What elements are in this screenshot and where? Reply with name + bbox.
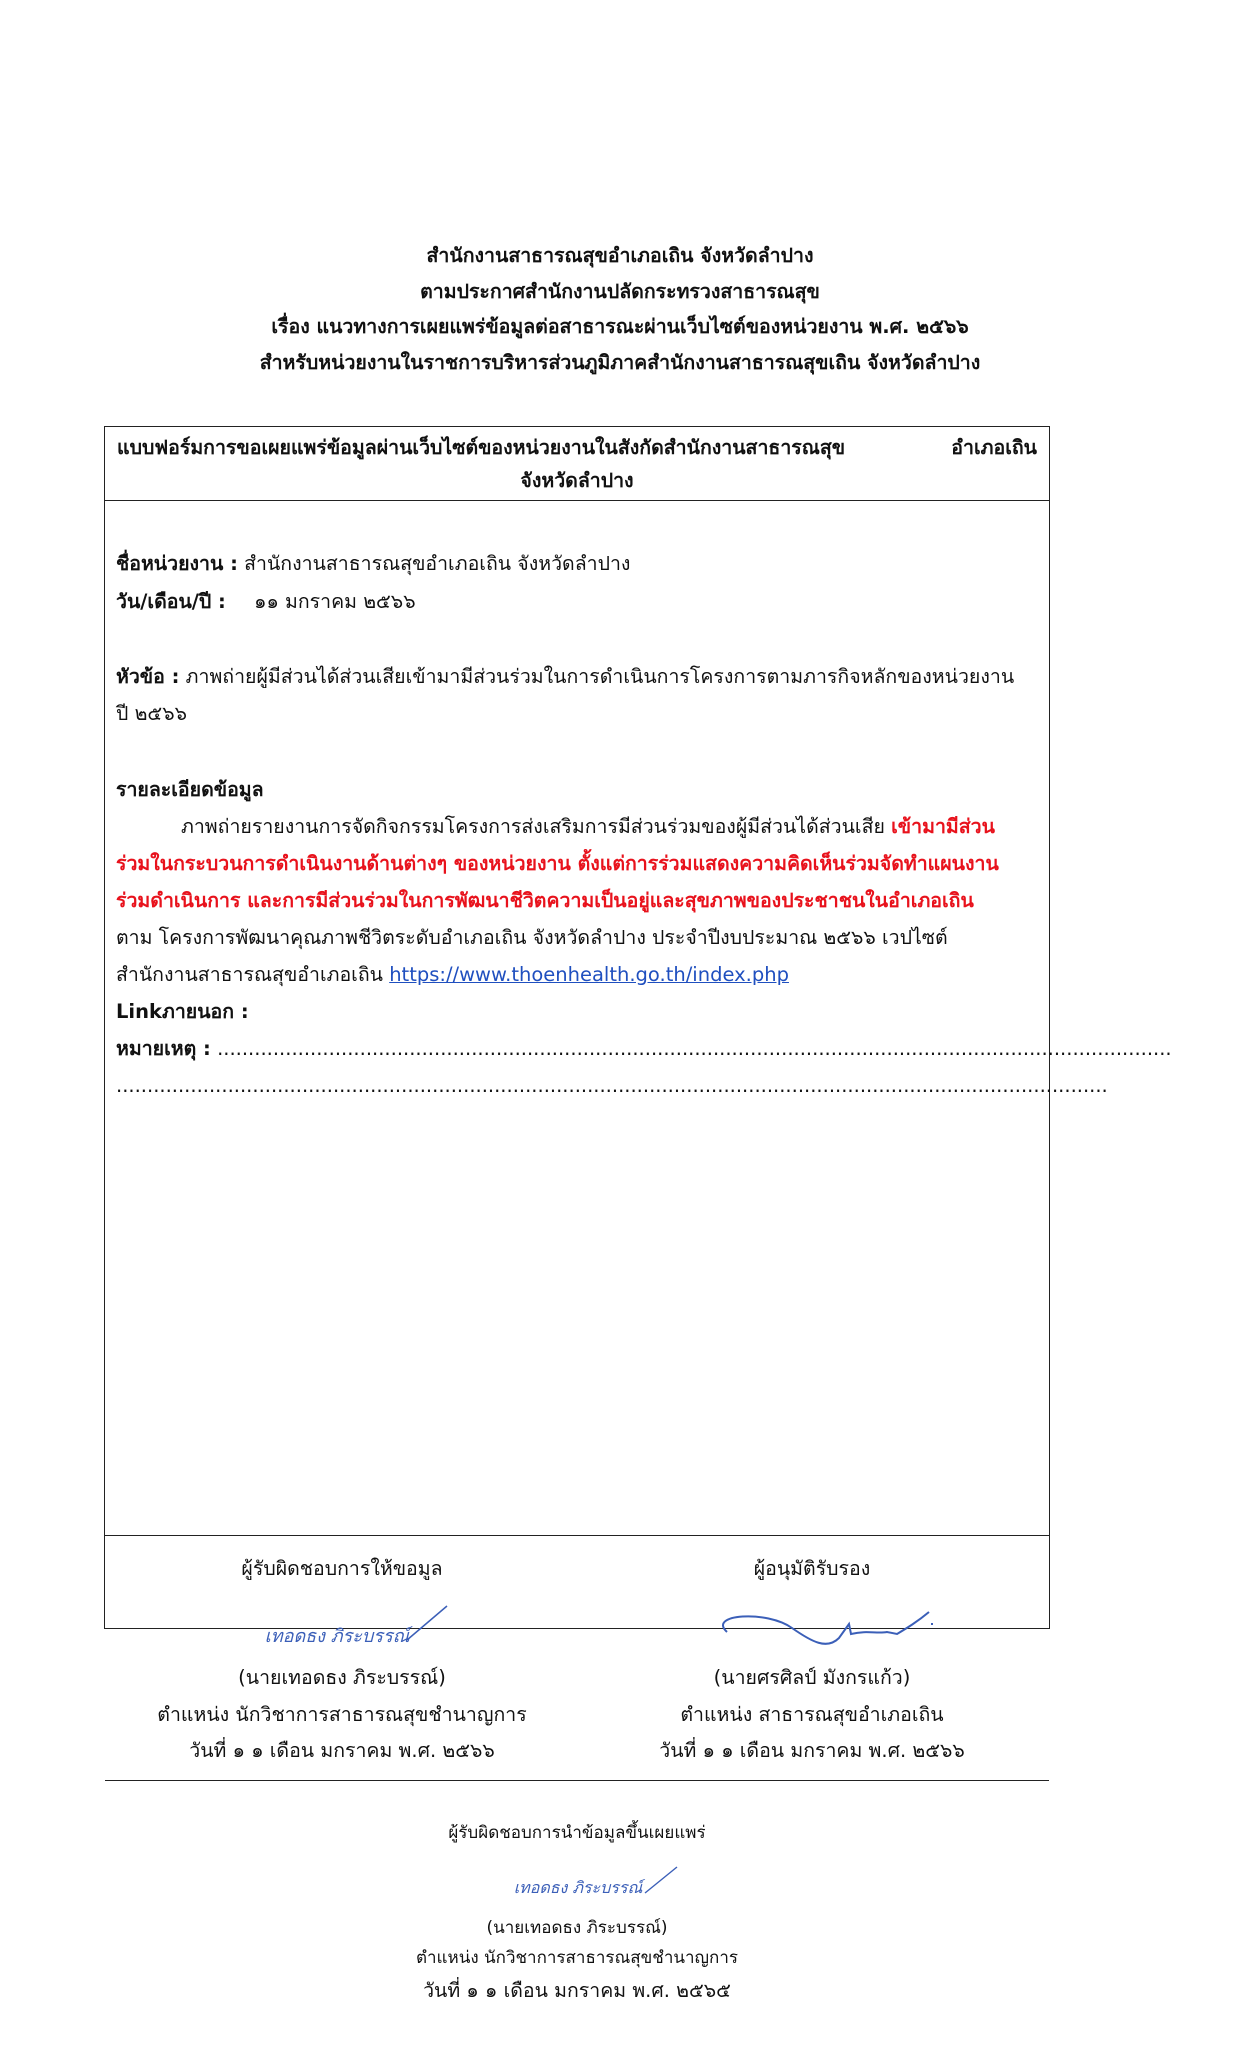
provider-role: ผู้รับผิดชอบการให้ขอมูล xyxy=(241,1557,443,1580)
details-label: รายละเอียดข้อมูล xyxy=(116,778,264,801)
publisher-position: ตำแหน่ง นักวิชาการสาธารณสุขชำนาญการ xyxy=(415,1948,739,1968)
approver-position: ตำแหน่ง สาธารณสุขอำเภอเถิน xyxy=(680,1703,944,1726)
note-row xyxy=(116,1031,1172,1067)
header-line-3: เรื่อง แนวทางการเผยแพร่ข้อมูลต่อสาธารณะผ่านเว็บไซต์ของหน่วยงาน พ.ศ. ๒๕๖๖ xyxy=(271,315,969,338)
note-dots-line-2: ................................................................................................................................................................ xyxy=(116,1074,1108,1097)
publisher-section xyxy=(105,1781,1049,2056)
external-link-label: Linkภายนอก : xyxy=(116,1000,249,1023)
provider-signature xyxy=(107,1598,577,1658)
details-text-1: ภาพถ่ายรายงานการจัดกิจกรรมโครงการส่งเสริมการมีส่วนร่วมของผู้มีส่วนได้ส่วนเสีย xyxy=(181,815,885,838)
header-line-4: สำหรับหน่วยงานในราชการบริหารส่วนภูมิภาคสำนักงานสาธารณสุขเถิน จังหวัดลำปาง xyxy=(259,350,981,374)
note-label: หมายเหตุ : xyxy=(116,1037,211,1060)
topic-label: หัวข้อ : xyxy=(116,665,180,688)
topic-row xyxy=(116,659,1014,695)
website-link[interactable]: https://www.thoenhealth.go.th/index.php xyxy=(389,963,789,986)
details-line-1 xyxy=(181,809,995,845)
details-line-4: ตาม โครงการพัฒนาคุณภาพชีวิตระดับอำเภอเถิน จังหวัดลำปาง ประจำปีงบประมาณ ๒๕๖๖ เวปไซต์ xyxy=(116,926,948,949)
signature-section xyxy=(105,1535,1049,1781)
agency-value: สำนักงานสาธารณสุขอำเภอเถิน จังหวัดลำปาง xyxy=(244,552,631,575)
publisher-signature-stroke xyxy=(645,1867,677,1893)
provider-signature-text: เทอดธง ภิระบรรณ์ xyxy=(264,1626,410,1647)
publisher-date: วันที่ ๑ ๑ เดือน มกราคม พ.ศ. ๒๕๖๕ xyxy=(423,1979,731,2002)
form-title-line-1: แบบฟอร์มการขอเผยแพร่ข้อมูลผ่านเว็บไซต์ของหน่วยงานในสังกัดสำนักงานสาธารณสุข xyxy=(117,436,846,459)
topic-value: ภาพถ่ายผู้มีส่วนได้ส่วนเสียเข้ามามีส่วนร่วมในการดำเนินการโครงการตามภารกิจหลักของหน่วยงาน xyxy=(185,665,1015,688)
date-label: วัน/เดือน/ปี : xyxy=(116,590,226,613)
topic-value-cont: ปี ๒๕๖๖ xyxy=(116,702,187,725)
publisher-name: (นายเทอดธง ภิระบรรณ์) xyxy=(486,1918,668,1938)
form-title xyxy=(105,427,1049,501)
header-line-1: สำนักงานสาธารณสุขอำเภอเถิน จังหวัดลำปาง xyxy=(426,244,814,267)
publisher-signature xyxy=(105,1859,1051,1909)
header-line-2: ตามประกาศสำนักงานปลัดกระทรวงสาธารณสุข xyxy=(420,279,820,303)
date-value: ๑๑ มกราคม ๒๕๖๖ xyxy=(254,590,416,613)
request-form xyxy=(104,426,1172,2002)
details-line-5 xyxy=(116,957,789,993)
details-line-3: ร่วมดำเนินการ และการมีส่วนร่วมในการพัฒนาชีวิตความเป็นอยู่และสุขภาพของประชาชนในอำเภอเถิน xyxy=(116,889,974,912)
provider-date: วันที่ ๑ ๑ เดือน มกราคม พ.ศ. ๒๕๖๖ xyxy=(189,1739,495,1762)
approver-date: วันที่ ๑ ๑ เดือน มกราคม พ.ศ. ๒๕๖๖ xyxy=(659,1739,965,1762)
details-emphasis-1: เข้ามามีส่วน xyxy=(891,815,995,838)
publisher-role: ผู้รับผิดชอบการนำข้อมูลขึ้นเผยแพร่ xyxy=(448,1823,706,1843)
form-title-line-2: จังหวัดลำปาง xyxy=(520,469,634,492)
provider-name: (นายเทอดธง ภิระบรรณ์) xyxy=(238,1666,446,1689)
document-header xyxy=(0,238,1240,380)
form-body xyxy=(105,501,1172,1535)
provider-position: ตำแหน่ง นักวิชาการสาธารณสุขชำนาญการ xyxy=(157,1703,527,1726)
details-text-5: สำนักงานสาธารณสุขอำเภอเถิน xyxy=(116,963,383,986)
form-title-district: อำเภอเถิน xyxy=(951,436,1037,459)
details-line-2: ร่วมในกระบวนการดำเนินงานด้านต่างๆ ของหน่วยงาน ตั้งแต่การร่วมแสดงความคิดเห็นร่วมจัดทำแผนงาน xyxy=(116,852,999,875)
publisher-signature-text: เทอดธง ภิระบรรณ์ xyxy=(513,1878,643,1897)
date-row xyxy=(116,584,416,620)
agency-row xyxy=(116,546,630,582)
approver-signature xyxy=(577,1594,1047,1658)
approver-signature-stroke xyxy=(723,1612,933,1644)
approver-role: ผู้อนุมัติรับรอง xyxy=(753,1557,871,1580)
approver-name: (นายศรศิลป์ มังกรแก้ว) xyxy=(713,1666,911,1689)
note-dots: .......................................................................................................................................................... xyxy=(217,1037,1172,1060)
provider-signature-stroke xyxy=(407,1606,447,1640)
agency-label: ชื่อหน่วยงาน : xyxy=(116,552,238,575)
